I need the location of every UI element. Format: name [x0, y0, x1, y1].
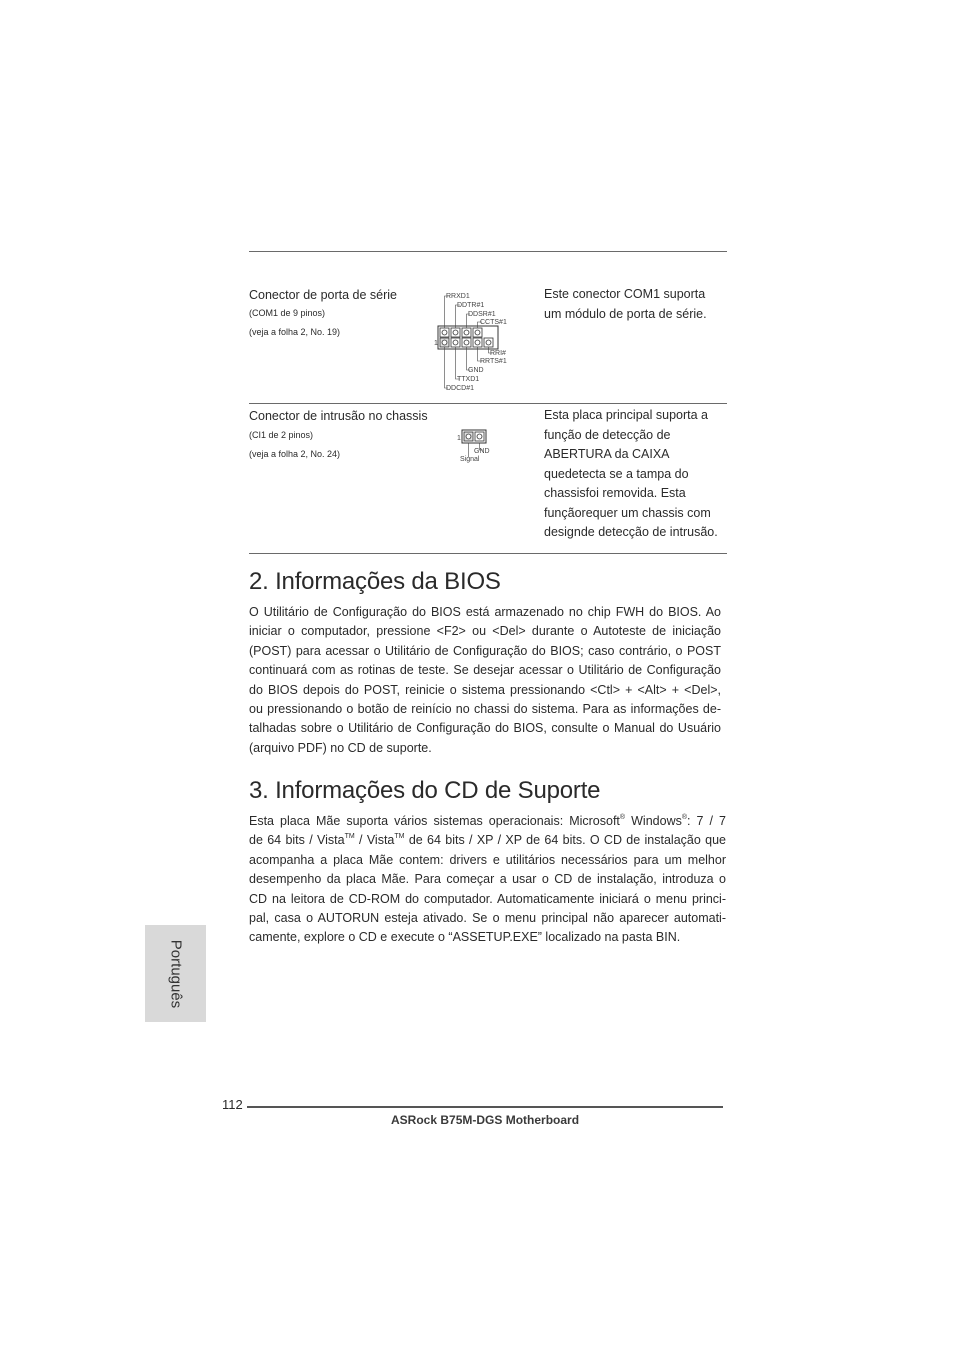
intrusion-connector-description: Esta placa principal suporta a função de detecção de ABERTURA da CAIXA quedetecta se a tampa do chassisfoi removida. Esta funçãorequer um chassis com designde detecção de intrusão.	[544, 408, 718, 539]
serial-pin-label: TTXD1	[457, 376, 480, 383]
serial-connector-diagram	[430, 290, 520, 392]
top-rule	[249, 251, 727, 252]
intrusion-connector-ref: (veja a folha 2, No. 24)	[249, 449, 341, 459]
footer-product-name: ASRock B75M-DGS Motherboard	[391, 1113, 580, 1127]
serial-connector-ref: (veja a folha 2, No. 19)	[249, 327, 341, 337]
intrusion-gnd-label: GND	[474, 448, 490, 455]
serial-connector-pins: (COM1 de 9 pinos)	[249, 308, 326, 318]
intrusion-connector-title: Conector de intrusão no chassis	[249, 409, 428, 423]
serial-pin-label: RRTS#1	[480, 358, 507, 365]
bios-section-heading: 2. Informações da BIOS	[249, 568, 501, 595]
serial-pin-label: GND	[468, 367, 484, 374]
serial-pin-label: RRI#	[490, 350, 506, 357]
serial-pin-label: DDTR#1	[457, 302, 485, 309]
connector-divider	[249, 403, 727, 404]
page-number: 112	[222, 1097, 243, 1112]
footer-rule	[247, 1106, 723, 1108]
language-side-tab-label: Português	[167, 939, 184, 1008]
serial-pin-label: DDSR#1	[468, 311, 496, 318]
serial-pin-label: DDCD#1	[446, 385, 475, 392]
section-divider	[249, 553, 727, 554]
serial-pin-label: RRXD1	[446, 293, 470, 300]
cd-section-heading: 3. Informações do CD de Suporte	[249, 777, 601, 804]
cd-section-body: Esta placa Mãe suporta vários sistemas operacionais: Microsoft® Windows®: 7 / 7 de 64 bits / Vista™ / Vista™ de 64 bits / XP / XP de 64 bits. O CD de instalação que acompanha a placa Mãe contem: drivers e utilitários necessários para um melhor desempenho da placa Mãe. Para começar a usar o CD de instalação, introduza o CD na leitora de CD-ROM do computador. Automaticamente iniciará o menu princi- pal, casa o AUTORUN esteja ativado. Se o menu principal não aparecer automati- camente, explore o CD e execute o “ASSETUP.EXE” localizado na pasta BIN.	[249, 813, 726, 945]
serial-connector-title: Conector de porta de série	[249, 288, 398, 302]
intrusion-signal-label: Signal	[460, 456, 480, 463]
serial-connector-description: Este conector COM1 suporta um módulo de porta de série.	[544, 287, 707, 321]
serial-pin-one-label: 1	[434, 340, 438, 347]
serial-pin-label: CCTS#1	[480, 319, 507, 326]
intrusion-connector-diagram	[455, 426, 505, 466]
language-side-tab	[145, 925, 206, 1022]
bios-section-body: O Utilitário de Configuração do BIOS está armazenado no chip FWH do BIOS. Ao iniciar o computador, pressione <F2> ou <Del> durante o Autoteste de iniciação (POST) para acessar o Utilitário de Configuração do BIOS; caso contrário, o POST continuará com as rotinas de teste. Se desejar acessar o Utilitário de Configuração do BIOS depois do POST, reinicie o sistema pressionando <Ctl> + <Alt> + <Del>, ou pressionando o botão de reinício no chassi do sistema. Para as informações de- talhadas sobre o Utilitário de Configuração do BIOS, consulte o Manual do Usuário (arquivo PDF) no CD de suporte.	[249, 605, 721, 755]
intrusion-pin-one-label: 1	[457, 435, 461, 442]
intrusion-connector-pins: (CI1 de 2 pinos)	[249, 430, 314, 440]
